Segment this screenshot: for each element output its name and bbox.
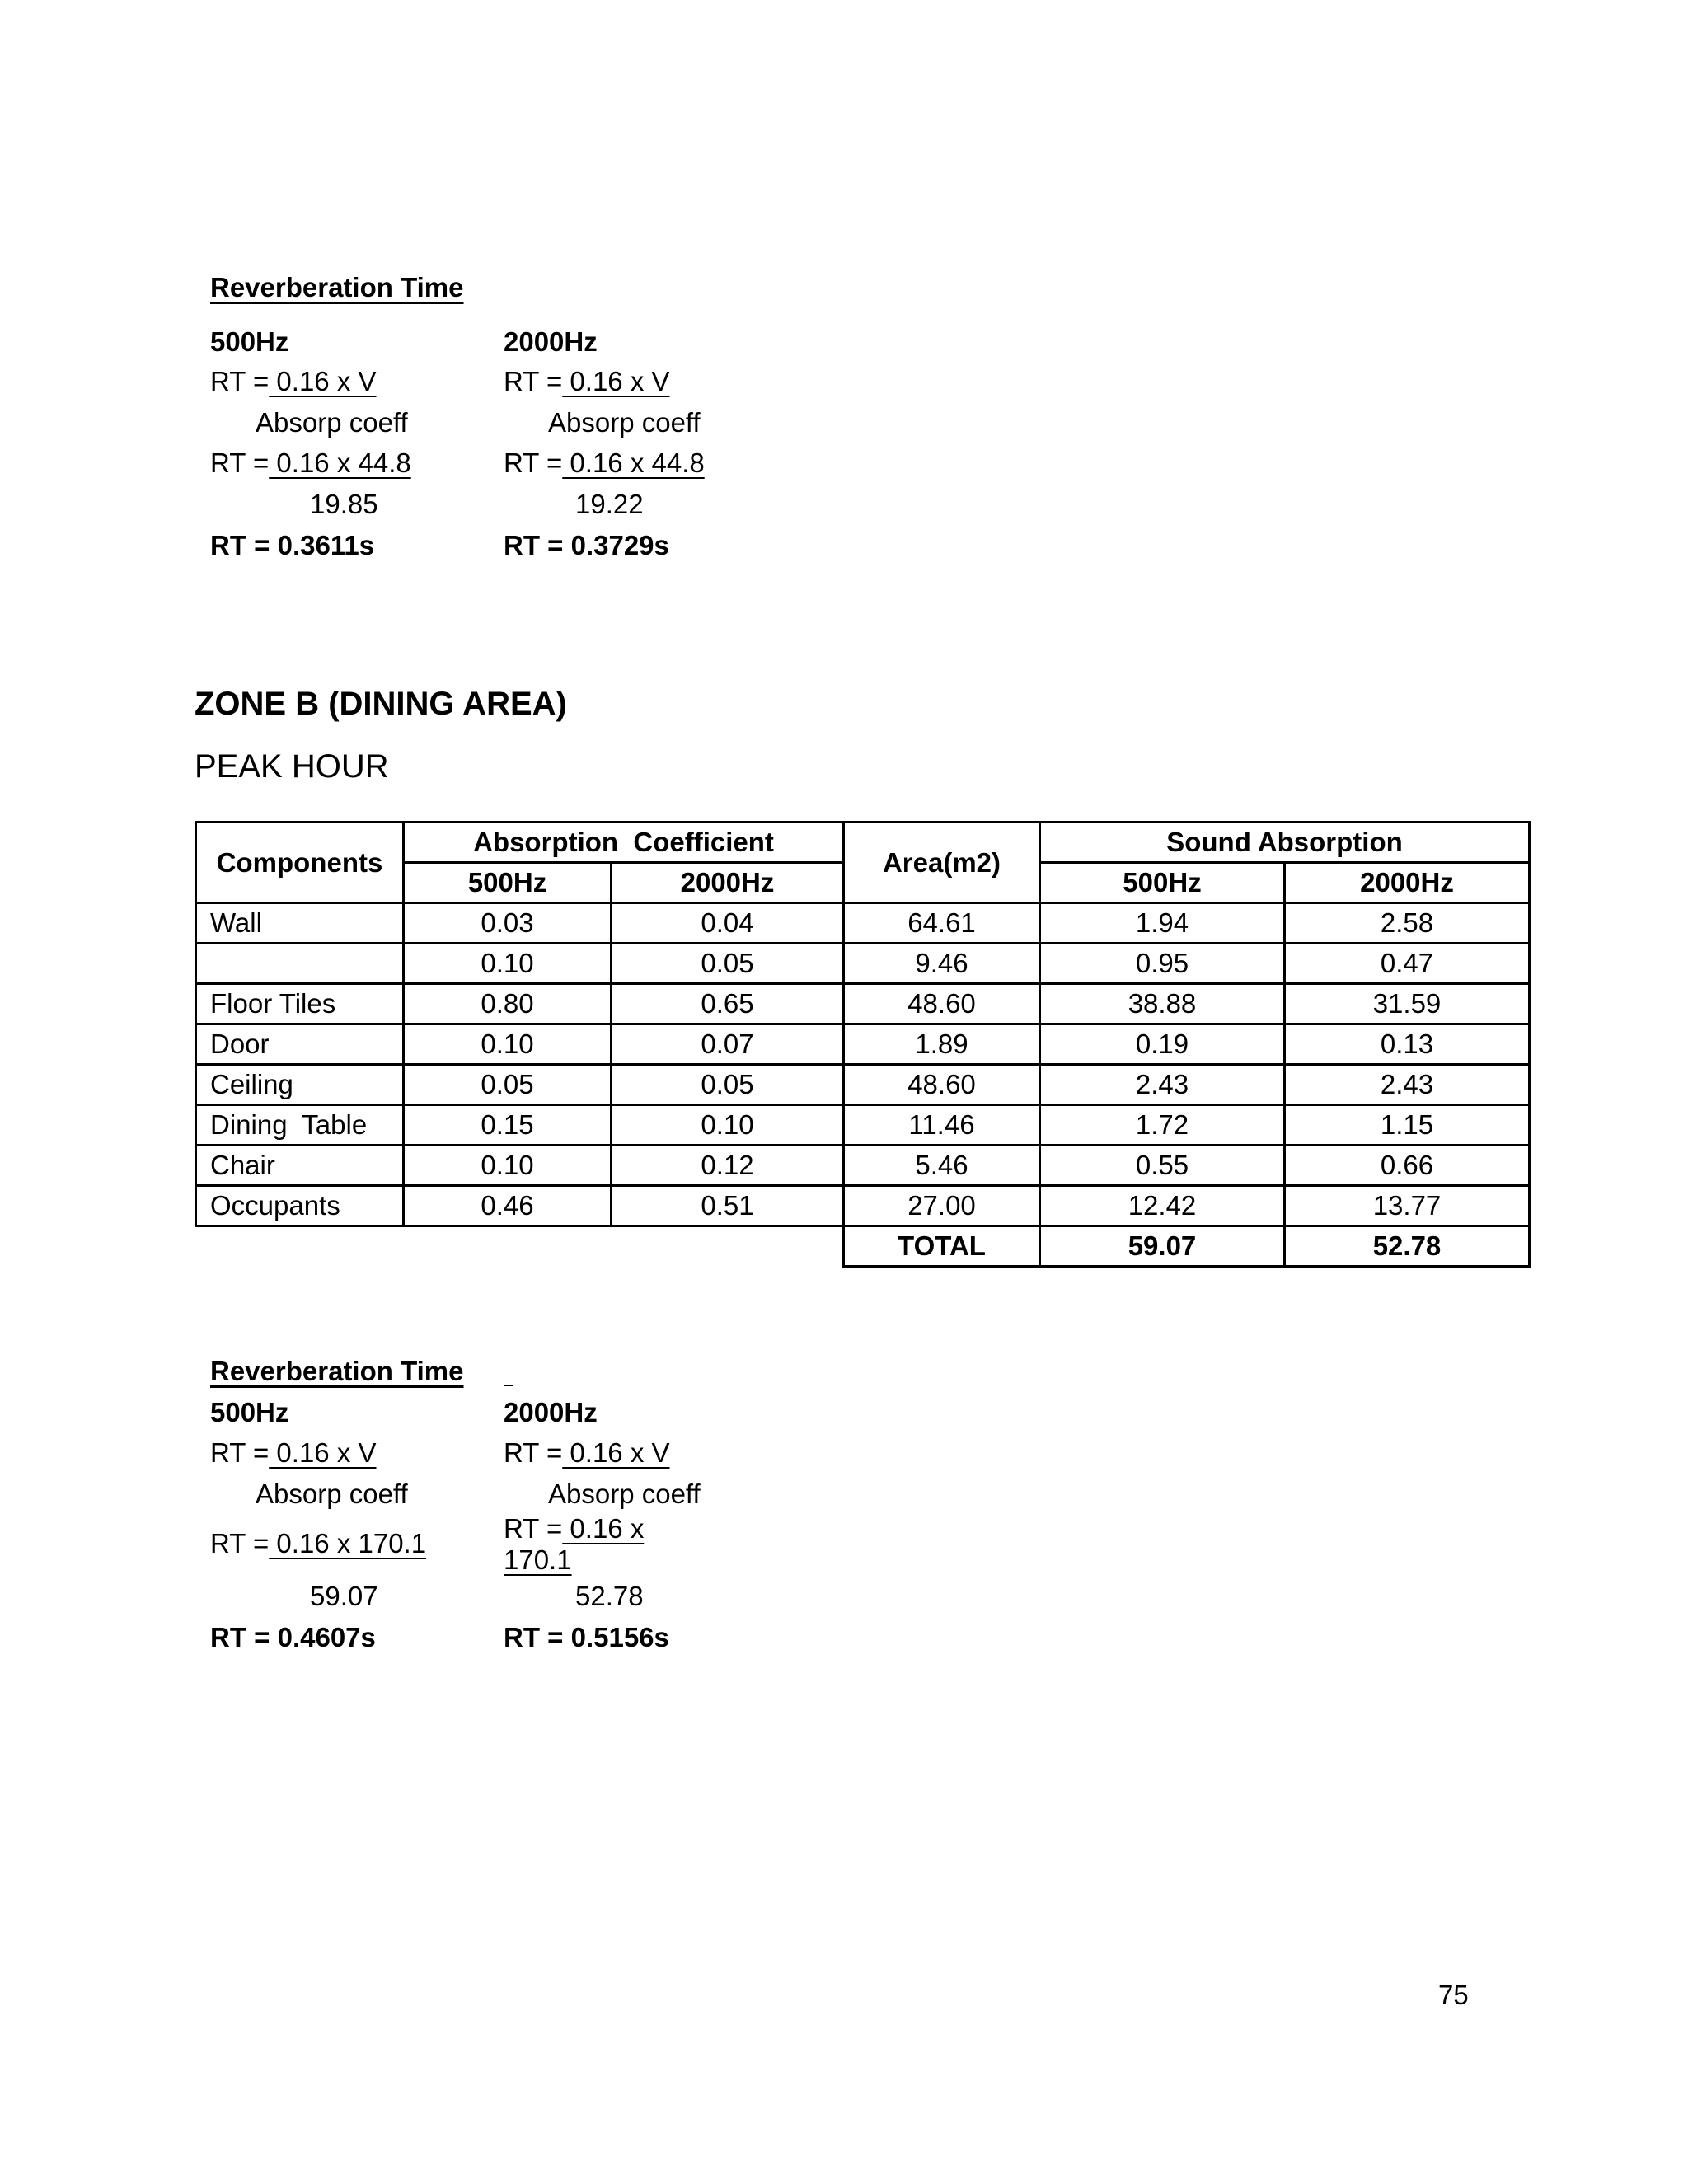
cell-sound-2000: 2.58 [1285, 903, 1530, 944]
cell-sound-500: 38.88 [1040, 984, 1285, 1024]
rt-2000-result: RT = 0.3729s [504, 530, 669, 560]
rt2-500-formula-line [210, 1436, 377, 1469]
rt2-500-formula-numerator: 0.16 x V [269, 1437, 377, 1468]
table-row [196, 1186, 1530, 1226]
zone-subtitle: PEAK HOUR [195, 748, 389, 785]
cell-sound-2000: 0.66 [1285, 1146, 1530, 1186]
rt2-500-formula-prefix: RT = [210, 1437, 270, 1468]
cell-sound-500: 2.43 [1040, 1065, 1285, 1105]
cell-area: 1.89 [844, 1024, 1040, 1065]
rt-500-substitution-denominator: 19.85 [310, 489, 378, 519]
cell-area: 9.46 [844, 944, 1040, 984]
cell-component: Chair [196, 1146, 404, 1186]
rt2-2000-formula-line [504, 1436, 670, 1469]
rt-500-formula-prefix: RT = [210, 366, 270, 396]
cell-component: Dining Table [196, 1105, 404, 1146]
cell-sound-500: 1.72 [1040, 1105, 1285, 1146]
cell-component: Occupants [196, 1186, 404, 1226]
cell-sound-2000: 0.47 [1285, 944, 1530, 984]
cell-coeff-2000: 0.05 [612, 1065, 844, 1105]
cell-coeff-500: 0.15 [404, 1105, 612, 1146]
cell-sound-2000: 1.15 [1285, 1105, 1530, 1146]
header-coeff-500hz: 500Hz [404, 863, 612, 903]
rt-2000-formula-line [504, 365, 670, 398]
reverberation-time-heading-2: Reverberation Time [210, 1356, 464, 1386]
cell-component: Floor Tiles [196, 984, 404, 1024]
header-coeff-2000hz: 2000Hz [612, 863, 844, 903]
rt2-500-substitution-numerator: 0.16 x 170.1 [269, 1528, 427, 1558]
rt2-2000-freq-label: 2000Hz [504, 1397, 598, 1427]
table-row [196, 1024, 1530, 1065]
cell-area: 64.61 [844, 903, 1040, 944]
rt-500-freq-label: 500Hz [210, 326, 289, 357]
header-area: Area(m2) [844, 823, 1040, 903]
rt-2000-freq-label: 2000Hz [504, 326, 598, 357]
cell-sound-500: 0.19 [1040, 1024, 1285, 1065]
cell-coeff-500: 0.10 [404, 944, 612, 984]
cell-coeff-500: 0.03 [404, 903, 612, 944]
cell-coeff-500: 0.46 [404, 1186, 612, 1226]
cell-coeff-500: 0.10 [404, 1146, 612, 1186]
rt-2000-formula-prefix: RT = [504, 366, 563, 396]
rt2-2000-formula-numerator: 0.16 x V [562, 1437, 670, 1468]
table-row [196, 903, 1530, 944]
rt2-500-substitution-prefix: RT = [210, 1528, 270, 1558]
total-sound-2000: 52.78 [1285, 1226, 1530, 1267]
cell-area: 5.46 [844, 1146, 1040, 1186]
cell-sound-500: 0.95 [1040, 944, 1285, 984]
rt2-500-substitution-line [210, 1527, 426, 1560]
cell-coeff-2000: 0.12 [612, 1146, 844, 1186]
rt2-2000-substitution-numerator-b: 170.1 [504, 1544, 572, 1575]
rt-2000-substitution-prefix: RT = [504, 448, 563, 478]
rt2-2000-substitution-denominator: 52.78 [575, 1581, 644, 1611]
rt2-500-result: RT = 0.4607s [210, 1622, 376, 1652]
underline-mark [504, 1385, 513, 1386]
cell-component: Door [196, 1024, 404, 1065]
total-sound-500: 59.07 [1040, 1226, 1285, 1267]
rt-2000-formula-numerator: 0.16 x V [562, 366, 670, 396]
rt-500-formula-line [210, 365, 377, 398]
cell-sound-2000: 0.13 [1285, 1024, 1530, 1065]
header-sound-absorption: Sound Absorption [1040, 823, 1530, 863]
rt2-2000-substitution-prefix: RT = [504, 1513, 563, 1544]
rt-500-substitution-prefix: RT = [210, 448, 270, 478]
rt2-500-formula-denominator: Absorp coeff [256, 1479, 408, 1509]
cell-coeff-2000: 0.65 [612, 984, 844, 1024]
rt-2000-substitution-denominator: 19.22 [575, 489, 644, 519]
table-header-row [196, 823, 1530, 863]
cell-coeff-2000: 0.51 [612, 1186, 844, 1226]
rt-2000-substitution-numerator: 0.16 x 44.8 [562, 448, 705, 478]
rt-2000-formula-denominator: Absorp coeff [548, 407, 701, 438]
rt2-2000-result: RT = 0.5156s [504, 1622, 669, 1652]
cell-area: 48.60 [844, 984, 1040, 1024]
total-label: TOTAL [844, 1226, 1040, 1267]
cell-sound-500: 12.42 [1040, 1186, 1285, 1226]
cell-coeff-500: 0.10 [404, 1024, 612, 1065]
cell-area: 27.00 [844, 1186, 1040, 1226]
rt2-2000-substitution-numerator-a: 0.16 x [562, 1513, 645, 1544]
header-components: Components [196, 823, 404, 903]
rt-500-substitution-numerator: 0.16 x 44.8 [269, 448, 411, 478]
cell-component [196, 944, 404, 984]
rt-500-substitution-line [210, 447, 411, 480]
rt2-2000-formula-denominator: Absorp coeff [548, 1479, 701, 1509]
cell-coeff-500: 0.80 [404, 984, 612, 1024]
zone-title: ZONE B (DINING AREA) [195, 686, 567, 722]
rt-500-formula-denominator: Absorp coeff [256, 407, 408, 438]
cell-coeff-500: 0.05 [404, 1065, 612, 1105]
cell-coeff-2000: 0.07 [612, 1024, 844, 1065]
table-row [196, 984, 1530, 1024]
rt2-500-freq-label: 500Hz [210, 1397, 289, 1427]
cell-area: 11.46 [844, 1105, 1040, 1146]
table-total-row [196, 1226, 1530, 1267]
cell-sound-2000: 13.77 [1285, 1186, 1530, 1226]
cell-sound-500: 0.55 [1040, 1146, 1285, 1186]
reverberation-time-heading: Reverberation Time [210, 272, 464, 302]
cell-area: 48.60 [844, 1065, 1040, 1105]
table-row [196, 1105, 1530, 1146]
cell-sound-2000: 31.59 [1285, 984, 1530, 1024]
rt-500-formula-numerator: 0.16 x V [269, 366, 377, 396]
cell-sound-2000: 2.43 [1285, 1065, 1530, 1105]
cell-coeff-2000: 0.05 [612, 944, 844, 984]
cell-coeff-2000: 0.04 [612, 903, 844, 944]
cell-component: Ceiling [196, 1065, 404, 1105]
table-row [196, 944, 1530, 984]
header-absorption-coefficient: Absorption Coefficient [404, 823, 844, 863]
rt2-2000-substitution-line-b [504, 1544, 572, 1577]
rt-2000-substitution-line [504, 447, 705, 480]
rt-500-result: RT = 0.3611s [210, 530, 375, 560]
rt2-500-substitution-denominator: 59.07 [310, 1581, 378, 1611]
table-row [196, 1146, 1530, 1186]
header-sound-500hz: 500Hz [1040, 863, 1285, 903]
page-number: 75 [1438, 1980, 1469, 2010]
rt2-2000-formula-prefix: RT = [504, 1437, 563, 1468]
cell-sound-500: 1.94 [1040, 903, 1285, 944]
table-row [196, 1065, 1530, 1105]
cell-coeff-2000: 0.10 [612, 1105, 844, 1146]
absorption-table [195, 821, 1531, 1268]
cell-component: Wall [196, 903, 404, 944]
rt2-2000-substitution-line-a [504, 1512, 644, 1545]
header-sound-2000hz: 2000Hz [1285, 863, 1530, 903]
